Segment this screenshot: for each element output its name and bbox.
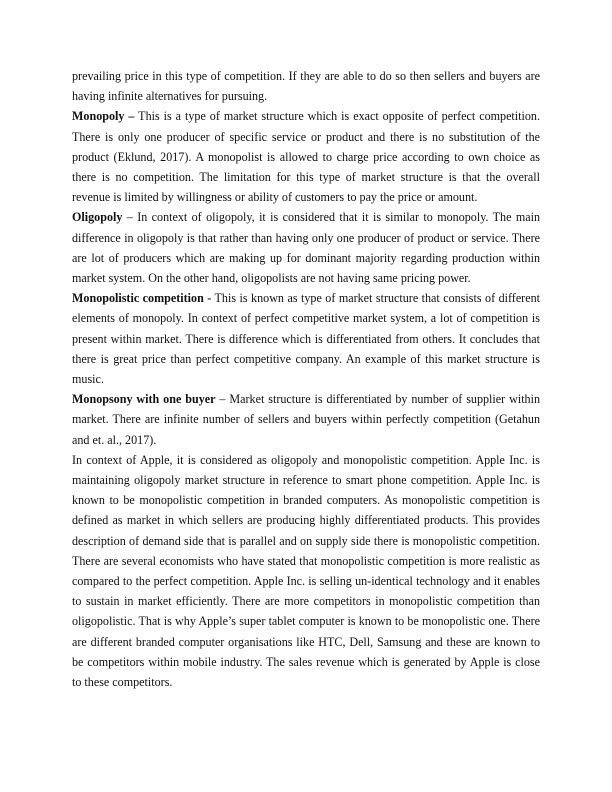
term-heading: Oligopoly xyxy=(72,210,123,225)
document-page xyxy=(72,66,540,692)
term-heading: Monopolistic competition - xyxy=(72,291,212,306)
paragraph-monopoly xyxy=(72,106,540,207)
paragraph-text: – Market structure is differentiated by number of supplier within market. There are infinite number of sellers and buyers within perfectly competition (Getahun and et. al., 2017). xyxy=(72,392,541,447)
paragraph-monopsony xyxy=(72,389,540,450)
paragraph-text: prevailing price in this type of competition. If they are able to do so then sellers and buyers are having infinite alternatives for pursuing. xyxy=(72,69,540,104)
term-heading: Monopoly – xyxy=(72,109,135,124)
paragraph-text: – In context of oligopoly, it is considered that it is similar to monopoly. The main difference in oligopoly is that rather than having only one producer of product or service. There are lot of producers which are making up for dominant majority regarding production within market system. On the other hand, oligopolists are not having same pricing power. xyxy=(72,210,540,286)
paragraph-apple-context xyxy=(72,450,540,692)
paragraph-text: This is a type of market structure which is exact opposite of perfect competition. There is only one producer of specific service or product and there is no substitution of the product (Eklund, 2017). A monopolist is allowed to charge price according to own choice as there is no competition. The limitation for this type of market structure is that the overall revenue is limited by willingness or ability of customers to pay the price or amount. xyxy=(72,109,540,205)
paragraph-text: In context of Apple, it is considered as oligopoly and monopolistic competition. Apple Inc. is maintaining oligopoly market structure in reference to smart phone competition. Apple Inc. is known to be monopolistic competition in branded computers. As monopolistic competition is defined as market in which sellers are producing highly differentiated products. This provides description of demand side that is parallel and on supply side there is monopolistic competition. There are several economists who have stated that monopolistic competition is more realistic as compared to the perfect competition. Apple Inc. is selling un-identical technology and it enables to sustain in market efficiently. There are more competitors in monopolistic competition than oligopolistic. That is why Apple’s super tablet computer is known to be monopolistic one. There are different branded computer organisations like HTC, Dell, Samsung and these are known to be competitors within mobile industry. The sales revenue which is generated by Apple is close to these competitors. xyxy=(72,452,540,690)
paragraph-text: This is known as type of market structure that consists of different elements of monopoly. In context of perfect competitive market system, a lot of competition is present within market. There is difference which is differentiated from others. It concludes that there is great price than perfect competitive company. An example of this market structure is music. xyxy=(72,291,540,387)
paragraph-continuation xyxy=(72,66,540,106)
term-heading: Monopsony with one buyer xyxy=(72,392,216,407)
paragraph-oligopoly xyxy=(72,207,540,288)
paragraph-monopolistic-competition xyxy=(72,288,540,389)
